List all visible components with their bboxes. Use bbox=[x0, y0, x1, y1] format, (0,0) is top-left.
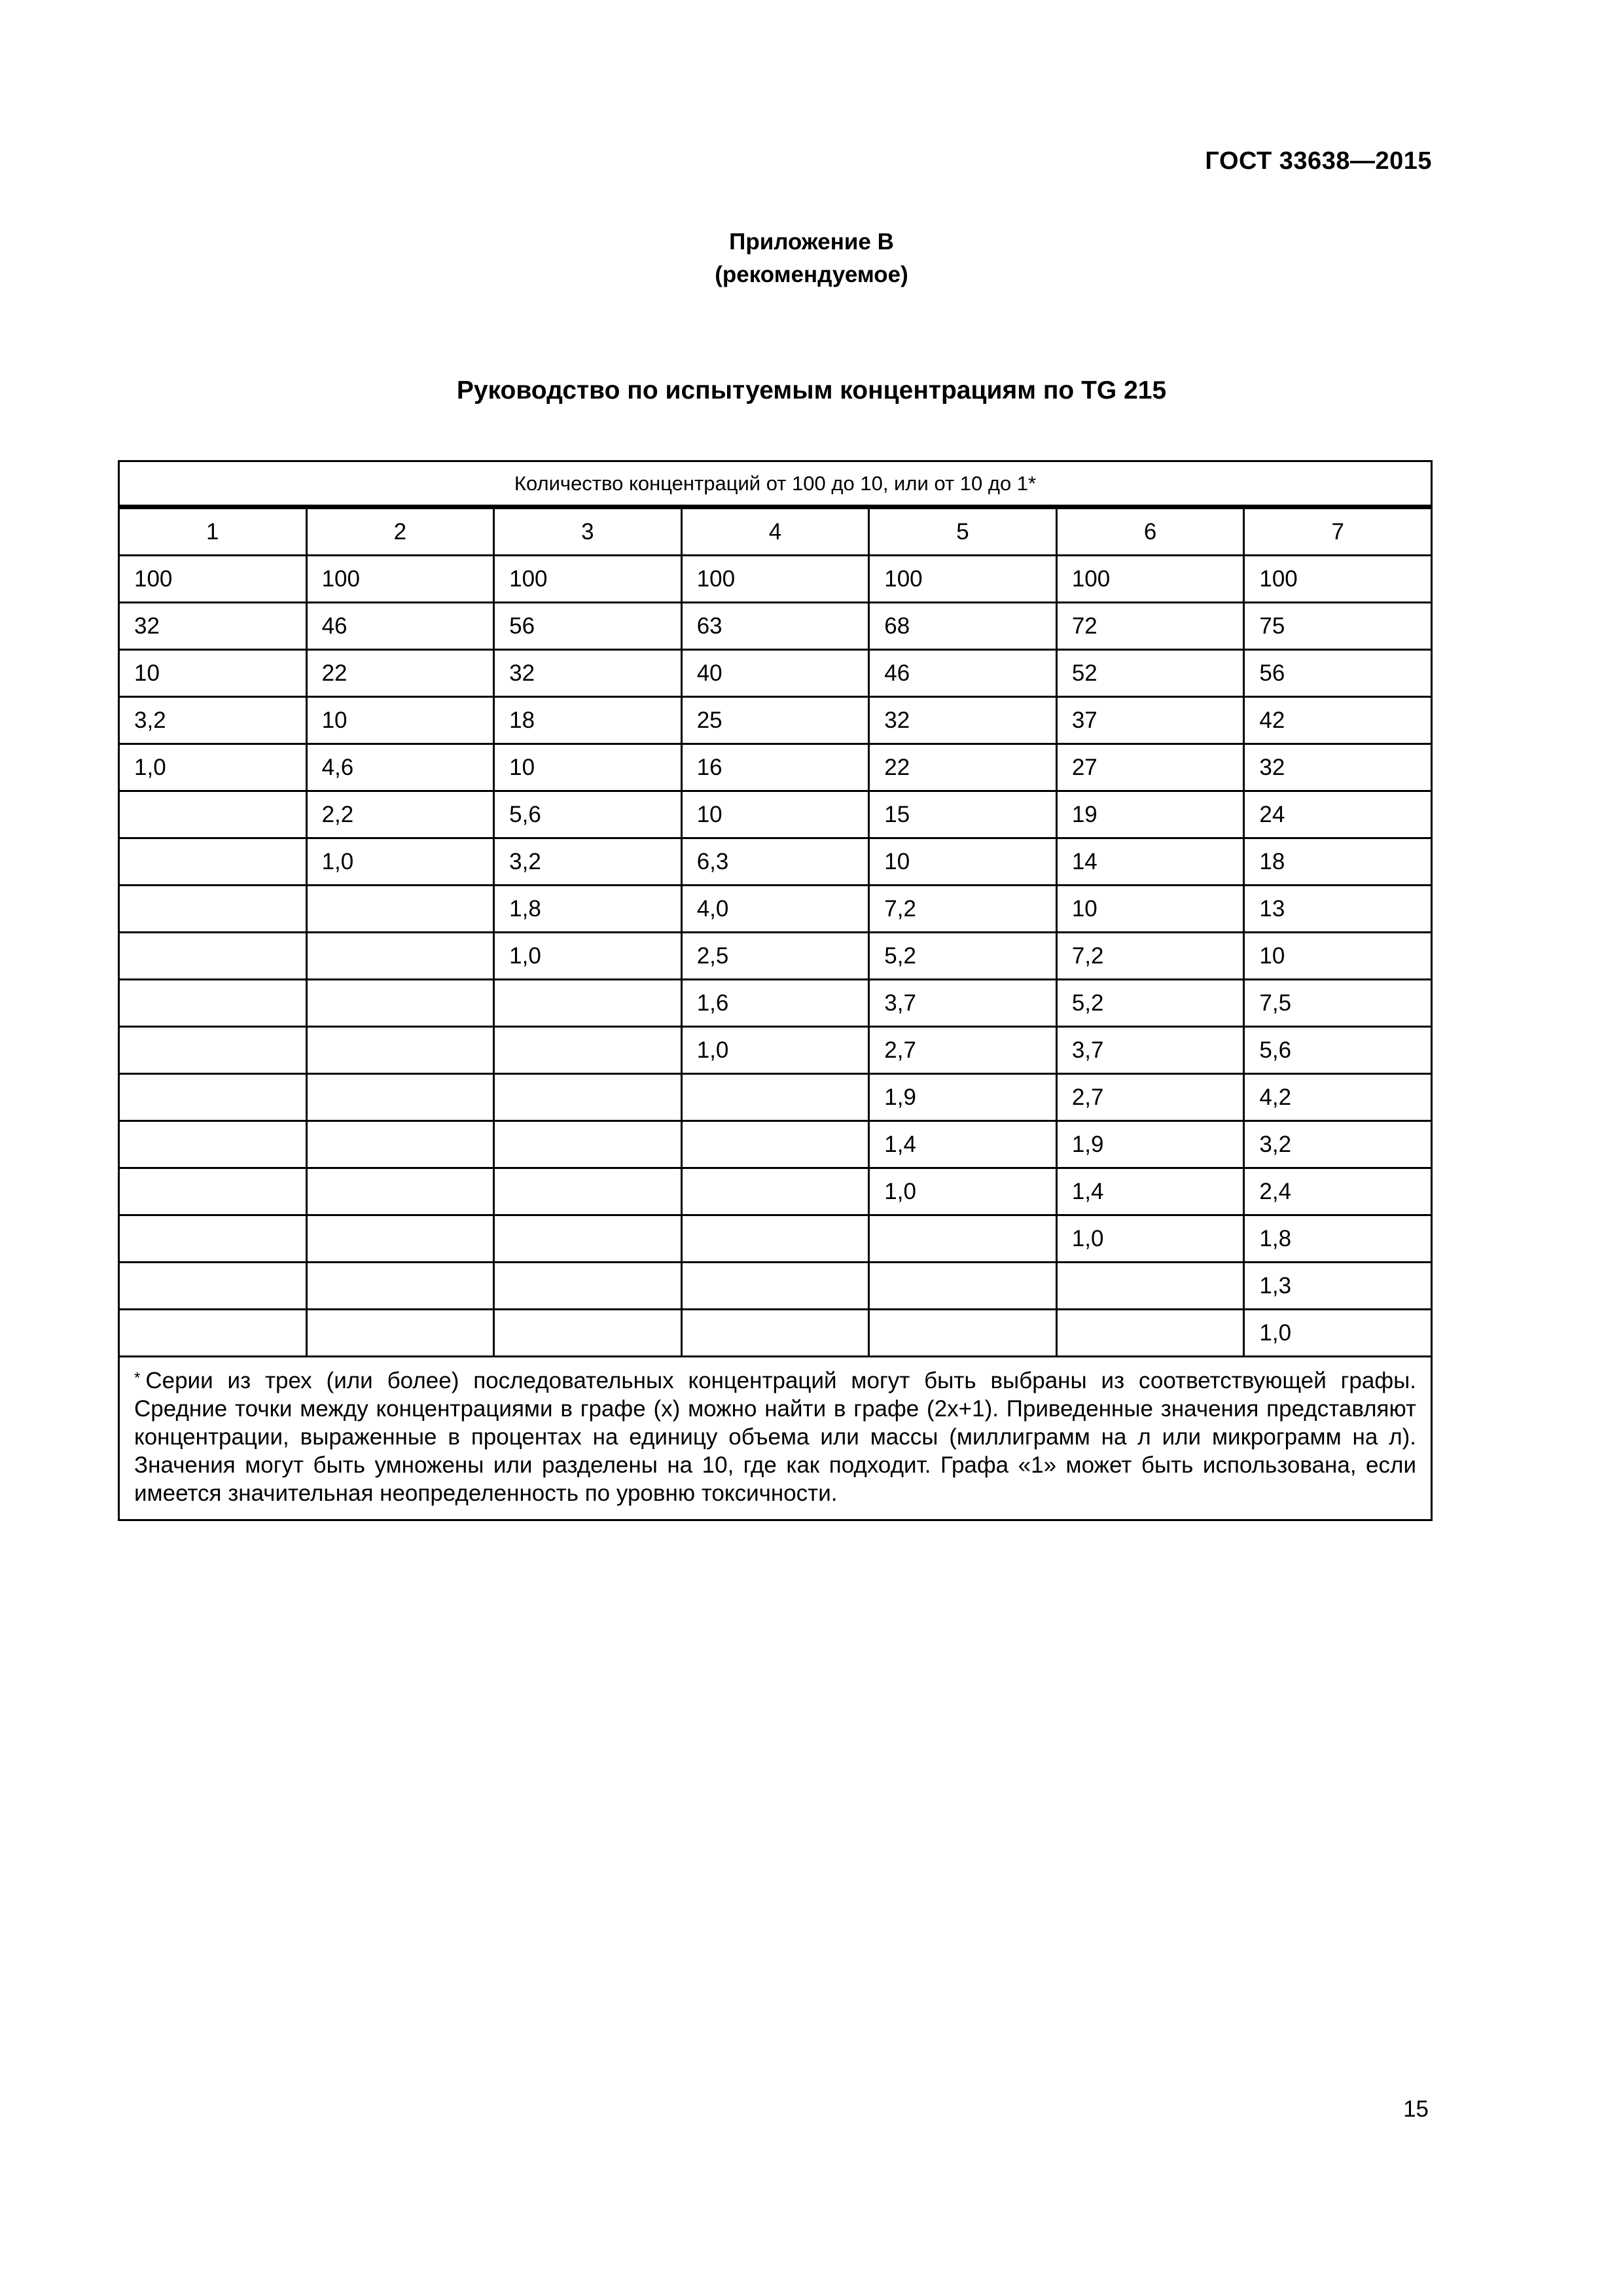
table-row bbox=[119, 980, 1432, 1027]
table-cell bbox=[681, 1215, 869, 1263]
table-row bbox=[119, 1215, 1432, 1263]
appendix-label: Приложение В bbox=[729, 229, 894, 255]
table-cell: 3,7 bbox=[1056, 1027, 1244, 1074]
table-banner: Количество концентраций от 100 до 10, или от 10 до 1* bbox=[119, 461, 1432, 507]
table-cell: 1,0 bbox=[869, 1168, 1057, 1215]
table-cell: 2,2 bbox=[306, 791, 494, 838]
table-cell bbox=[119, 1168, 307, 1215]
table-cell bbox=[306, 1168, 494, 1215]
table-cell: 18 bbox=[1244, 838, 1432, 886]
table-cell: 63 bbox=[681, 603, 869, 650]
table-cell: 2,5 bbox=[681, 933, 869, 980]
table-cell bbox=[306, 1074, 494, 1121]
table-cell: 1,0 bbox=[1056, 1215, 1244, 1263]
table-cell bbox=[681, 1263, 869, 1310]
table-cell: 40 bbox=[681, 650, 869, 697]
table-cell bbox=[1056, 1310, 1244, 1357]
table-row bbox=[119, 603, 1432, 650]
table-cell bbox=[494, 1074, 682, 1121]
column-header: 4 bbox=[681, 507, 869, 556]
table-cell bbox=[119, 1263, 307, 1310]
table-cell: 25 bbox=[681, 697, 869, 744]
column-header: 3 bbox=[494, 507, 682, 556]
table-cell: 6,3 bbox=[681, 838, 869, 886]
table-cell bbox=[869, 1215, 1057, 1263]
table-cell bbox=[681, 1074, 869, 1121]
table-cell: 10 bbox=[306, 697, 494, 744]
table-cell bbox=[119, 1074, 307, 1121]
table-cell: 5,2 bbox=[869, 933, 1057, 980]
table-cell bbox=[306, 1027, 494, 1074]
table-cell: 4,2 bbox=[1244, 1074, 1432, 1121]
table-cell: 5,6 bbox=[1244, 1027, 1432, 1074]
column-header: 5 bbox=[869, 507, 1057, 556]
table-cell: 32 bbox=[1244, 744, 1432, 791]
table-row bbox=[119, 886, 1432, 933]
table-cell: 1,0 bbox=[306, 838, 494, 886]
table-cell: 1,8 bbox=[1244, 1215, 1432, 1263]
column-header: 2 bbox=[306, 507, 494, 556]
table-cell: 46 bbox=[869, 650, 1057, 697]
table-cell: 100 bbox=[1244, 556, 1432, 603]
table-cell: 24 bbox=[1244, 791, 1432, 838]
table-cell: 22 bbox=[306, 650, 494, 697]
table-cell: 5,2 bbox=[1056, 980, 1244, 1027]
table-cell: 1,9 bbox=[1056, 1121, 1244, 1168]
table-row bbox=[119, 1263, 1432, 1310]
table-cell bbox=[306, 1263, 494, 1310]
table-cell bbox=[869, 1310, 1057, 1357]
table-cell: 68 bbox=[869, 603, 1057, 650]
table-cell: 1,6 bbox=[681, 980, 869, 1027]
table-cell: 75 bbox=[1244, 603, 1432, 650]
table-row bbox=[119, 838, 1432, 886]
concentrations-table bbox=[118, 460, 1433, 1521]
table-row bbox=[119, 1027, 1432, 1074]
table-cell: 13 bbox=[1244, 886, 1432, 933]
footnote-text: Серии из трех (или более) последовательных концентраций могут быть выбраны из соответствующей графы. Средние точки между концентрациями в графе (x) можно найти в графе (2x+1). Приведенные значения представляют концентрации, выраженные в процентах на единицу объема или массы (миллиграмм на л или микрограмм на л). Значения могут быть умножены или разделены на 10, где как подходит. Графа «1» может быть использована, если имеется значительная неопределенность по уровню токсичности. bbox=[134, 1368, 1416, 1506]
table-cell: 42 bbox=[1244, 697, 1432, 744]
table-cell bbox=[119, 791, 307, 838]
table-row bbox=[119, 933, 1432, 980]
table-cell bbox=[119, 1215, 307, 1263]
column-header: 7 bbox=[1244, 507, 1432, 556]
table-row bbox=[119, 1310, 1432, 1357]
table-cell: 56 bbox=[494, 603, 682, 650]
table-cell: 100 bbox=[1056, 556, 1244, 603]
table-row bbox=[119, 744, 1432, 791]
table-cell bbox=[1056, 1263, 1244, 1310]
document-title: Руководство по испытуемым концентрациям по TG 215 bbox=[456, 376, 1167, 404]
table-cell: 10 bbox=[494, 744, 682, 791]
table-cell bbox=[494, 980, 682, 1027]
table-cell: 7,5 bbox=[1244, 980, 1432, 1027]
table-cell: 19 bbox=[1056, 791, 1244, 838]
standard-designation: ГОСТ 33638—2015 bbox=[1205, 147, 1432, 175]
table-cell bbox=[869, 1263, 1057, 1310]
table-cell: 52 bbox=[1056, 650, 1244, 697]
table-row bbox=[119, 697, 1432, 744]
table-footnote-row bbox=[119, 1357, 1432, 1520]
footnote-mark: * bbox=[134, 1369, 141, 1387]
table-cell: 18 bbox=[494, 697, 682, 744]
concentrations-table-container bbox=[118, 460, 1433, 1521]
table-cell: 1,4 bbox=[1056, 1168, 1244, 1215]
table-cell: 100 bbox=[494, 556, 682, 603]
table-cell: 32 bbox=[494, 650, 682, 697]
table-cell: 100 bbox=[119, 556, 307, 603]
table-row bbox=[119, 1168, 1432, 1215]
table-cell bbox=[119, 933, 307, 980]
table-cell bbox=[119, 886, 307, 933]
table-cell bbox=[306, 933, 494, 980]
table-cell: 37 bbox=[1056, 697, 1244, 744]
table-cell bbox=[119, 1310, 307, 1357]
table-cell bbox=[119, 1121, 307, 1168]
table-footnote bbox=[119, 1357, 1432, 1520]
table-cell: 3,2 bbox=[494, 838, 682, 886]
table-cell bbox=[494, 1027, 682, 1074]
table-cell bbox=[306, 980, 494, 1027]
table-cell: 15 bbox=[869, 791, 1057, 838]
page-number: 15 bbox=[1403, 2096, 1429, 2122]
table-cell: 1,8 bbox=[494, 886, 682, 933]
table-cell: 72 bbox=[1056, 603, 1244, 650]
table-cell: 3,7 bbox=[869, 980, 1057, 1027]
table-row bbox=[119, 650, 1432, 697]
table-cell: 22 bbox=[869, 744, 1057, 791]
table-banner-row bbox=[119, 461, 1432, 507]
table-cell bbox=[119, 1027, 307, 1074]
table-cell: 10 bbox=[869, 838, 1057, 886]
table-cell bbox=[119, 980, 307, 1027]
table-cell: 1,4 bbox=[869, 1121, 1057, 1168]
table-cell: 2,7 bbox=[869, 1027, 1057, 1074]
table-cell: 7,2 bbox=[869, 886, 1057, 933]
table-cell: 10 bbox=[1244, 933, 1432, 980]
table-cell: 4,0 bbox=[681, 886, 869, 933]
table-cell bbox=[681, 1168, 869, 1215]
table-cell bbox=[306, 1310, 494, 1357]
table-cell: 1,9 bbox=[869, 1074, 1057, 1121]
table-row bbox=[119, 556, 1432, 603]
table-column-header-row bbox=[119, 507, 1432, 556]
table-cell: 14 bbox=[1056, 838, 1244, 886]
appendix-heading bbox=[0, 226, 1623, 291]
table-cell: 100 bbox=[869, 556, 1057, 603]
table-cell bbox=[681, 1310, 869, 1357]
table-cell: 3,2 bbox=[1244, 1121, 1432, 1168]
table-cell: 7,2 bbox=[1056, 933, 1244, 980]
table-cell: 10 bbox=[119, 650, 307, 697]
table-cell: 100 bbox=[306, 556, 494, 603]
table-cell: 5,6 bbox=[494, 791, 682, 838]
table-cell bbox=[494, 1121, 682, 1168]
table-row bbox=[119, 1074, 1432, 1121]
table-cell bbox=[494, 1168, 682, 1215]
table-cell: 1,0 bbox=[681, 1027, 869, 1074]
table-cell: 2,4 bbox=[1244, 1168, 1432, 1215]
appendix-status: (рекомендуемое) bbox=[715, 262, 908, 287]
table-cell: 56 bbox=[1244, 650, 1432, 697]
table-cell: 4,6 bbox=[306, 744, 494, 791]
table-cell bbox=[119, 838, 307, 886]
column-header: 1 bbox=[119, 507, 307, 556]
table-row bbox=[119, 1121, 1432, 1168]
table-cell: 32 bbox=[119, 603, 307, 650]
table-cell bbox=[494, 1310, 682, 1357]
table-cell bbox=[306, 1121, 494, 1168]
table-cell: 3,2 bbox=[119, 697, 307, 744]
table-cell: 32 bbox=[869, 697, 1057, 744]
column-header: 6 bbox=[1056, 507, 1244, 556]
table-cell: 1,3 bbox=[1244, 1263, 1432, 1310]
table-cell: 2,7 bbox=[1056, 1074, 1244, 1121]
table-cell: 27 bbox=[1056, 744, 1244, 791]
table-cell: 10 bbox=[681, 791, 869, 838]
table-cell: 46 bbox=[306, 603, 494, 650]
table-cell: 1,0 bbox=[494, 933, 682, 980]
table-cell: 1,0 bbox=[119, 744, 307, 791]
table-cell bbox=[681, 1121, 869, 1168]
table-cell bbox=[494, 1263, 682, 1310]
table-cell bbox=[306, 886, 494, 933]
table-cell: 16 bbox=[681, 744, 869, 791]
table-cell: 1,0 bbox=[1244, 1310, 1432, 1357]
table-cell bbox=[306, 1215, 494, 1263]
table-cell: 100 bbox=[681, 556, 869, 603]
table-cell: 10 bbox=[1056, 886, 1244, 933]
table-row bbox=[119, 791, 1432, 838]
table-cell bbox=[494, 1215, 682, 1263]
